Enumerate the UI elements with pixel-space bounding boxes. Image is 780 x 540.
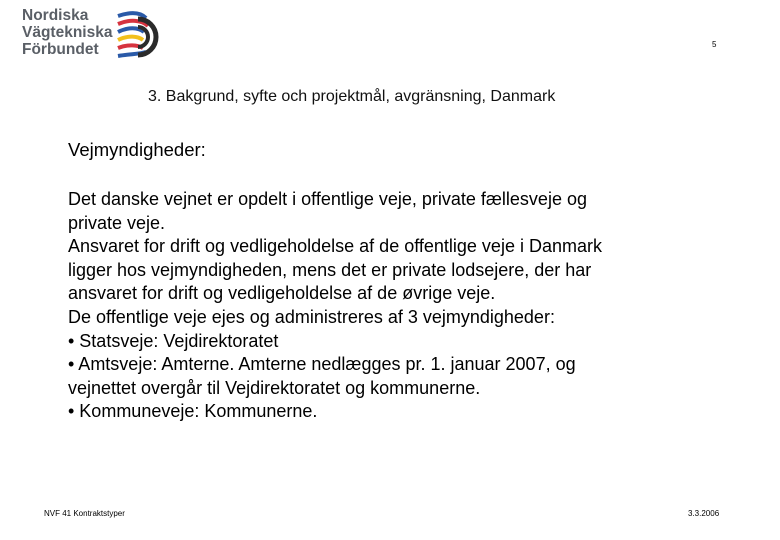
logo-swoosh-icon <box>116 10 160 64</box>
body-line: ligger hos vejmyndigheden, mens det er private lodsejere, der har <box>68 259 592 280</box>
logo-line: Nordiska <box>22 7 89 24</box>
body-line: vejnettet overgår til Vejdirektoratet og kommunerne. <box>68 377 481 398</box>
bullet-item: • Kommuneveje: Kommunerne. <box>68 401 318 422</box>
logo-line: Vägtekniska <box>22 24 113 41</box>
footer-left-text: NVF 41 Kontraktstyper <box>44 509 125 518</box>
body-line: private veje. <box>68 212 166 233</box>
section-heading: Vejmyndigheder: <box>68 139 206 160</box>
logo-wordmark <box>22 7 112 58</box>
slide-title: 3. Bakgrund, syfte och projektmål, avgränsning, Danmark <box>148 88 556 105</box>
body-line: De offentlige veje ejes og administreres af 3 vejmyndigheder: <box>68 306 555 327</box>
nvf-logo <box>18 4 168 66</box>
body-line: ansvaret for drift og vedligeholdelse af de øvrige veje. <box>68 283 496 304</box>
bullet-item: • Amtsveje: Amterne. Amterne nedlægges pr. 1. januar 2007, og <box>68 354 576 375</box>
logo-line: Förbundet <box>22 41 99 58</box>
page-number: 5 <box>712 40 717 49</box>
body-line: Det danske vejnet er opdelt i offentlige veje, private fællesveje og <box>68 189 587 209</box>
body-line: Ansvaret for drift og vedligeholdelse af de offentlige veje i Danmark <box>68 236 602 257</box>
body-text <box>68 188 708 424</box>
footer-date: 3.3.2006 <box>688 509 720 518</box>
bullet-item: • Statsveje: Vejdirektoratet <box>68 330 279 351</box>
